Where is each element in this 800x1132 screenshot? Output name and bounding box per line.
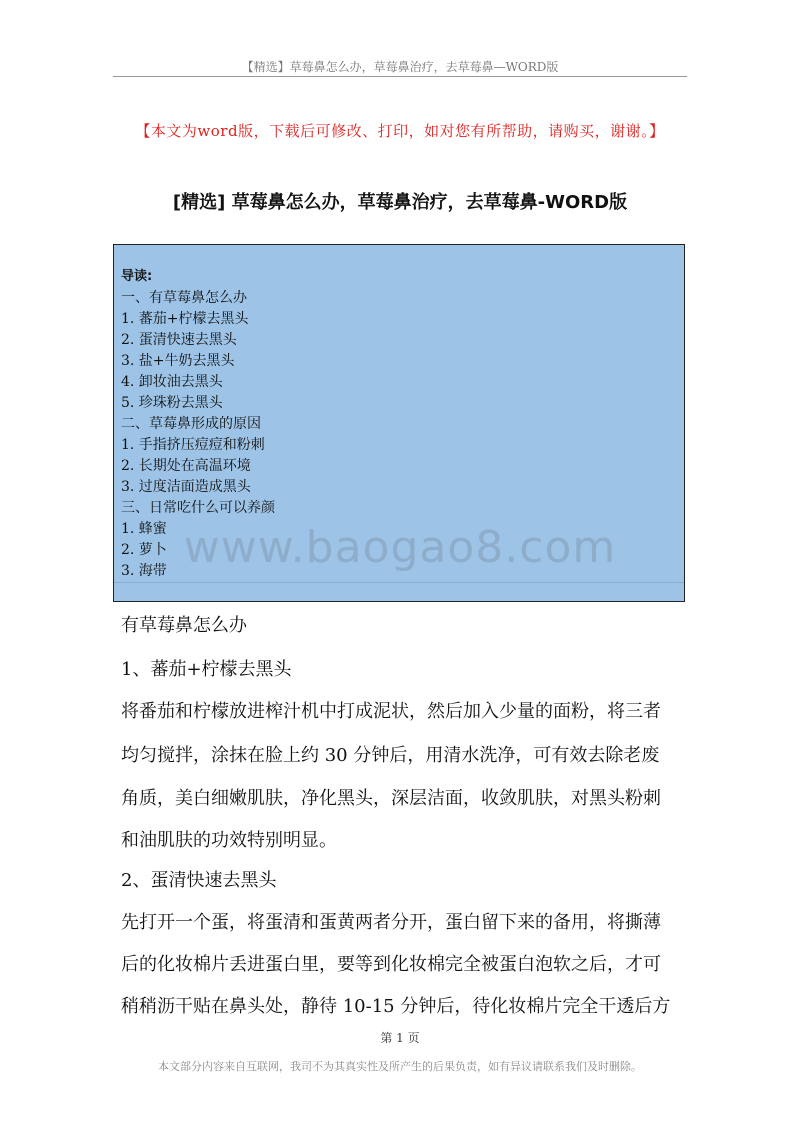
guide-line: 3. 盐+牛奶去黑头 (121, 353, 235, 369)
guide-divider (114, 582, 684, 583)
footer-disclaimer: 本文部分内容来自互联网，我司不为其真实性及所产生的后果负责，如有异议请联系我们及时删除。 (158, 1060, 642, 1073)
guide-line: 2. 长期处在高温环境 (121, 458, 251, 474)
guide-line: 一、有草莓鼻怎么办 (121, 290, 247, 306)
guide-line: 4. 卸妆油去黑头 (121, 374, 223, 390)
paragraph-line: 和油肌肤的功效特别明显。 (121, 830, 337, 851)
guide-line: 1. 蜂蜜 (121, 521, 167, 537)
section-heading: 有草莓鼻怎么办 (121, 615, 247, 636)
subsection-heading: 1、蕃茄+柠檬去黑头 (121, 659, 292, 680)
guide-line: 2. 蛋清快速去黑头 (121, 332, 237, 348)
guide-line: 三、日常吃什么可以养颜 (121, 500, 275, 516)
paragraph-line: 先打开一个蛋，将蛋清和蛋黄两者分开，蛋白留下来的备用，将撕薄 (121, 912, 661, 933)
watermark: www.baogao8.com (183, 522, 617, 573)
guide-line: 二、草莓鼻形成的原因 (121, 416, 261, 432)
paragraph-line: 角质，美白细嫩肌肤，净化黑头，深层洁面，收敛肌肤，对黑头粉刺 (121, 788, 661, 809)
paragraph-line: 将番茄和柠檬放进榨汁机中打成泥状，然后加入少量的面粉，将三者 (121, 701, 661, 722)
paragraph-line: 后的化妆棉片丢进蛋白里，要等到化妆棉完全被蛋白泡软之后，才可 (121, 954, 661, 975)
purchase-notice: 【本文为word版，下载后可修改、打印，如对您有所帮助，请购买，谢谢。】 (135, 122, 665, 140)
guide-line: 3. 海带 (121, 563, 167, 579)
guide-line: 5. 珍珠粉去黑头 (121, 395, 223, 411)
document-title: [精选] 草莓鼻怎么办，草莓鼻治疗，去草莓鼻-WORD版 (172, 192, 628, 213)
guide-line: 2. 萝卜 (121, 542, 167, 558)
guide-line: 1. 蕃茄+柠檬去黑头 (121, 311, 249, 327)
paragraph-line: 稍稍沥干贴在鼻头处，静待 10-15 分钟后，待化妆棉片完全干透后方 (121, 996, 671, 1017)
running-header: 【精选】草莓鼻怎么办，草莓鼻治疗，去草莓鼻—WORD版 (241, 60, 559, 74)
header-divider (113, 76, 687, 77)
subsection-heading: 2、蛋清快速去黑头 (121, 870, 277, 891)
paragraph-line: 均匀搅拌，涂抹在脸上约 30 分钟后，用清水洗净，可有效去除老废 (121, 745, 660, 766)
guide-heading: 导读: (121, 269, 153, 284)
guide-line: 1. 手指挤压痘痘和粉刺 (121, 437, 265, 453)
guide-line: 3. 过度洁面造成黑头 (121, 479, 251, 495)
page-number: 第 1 页 (380, 1031, 420, 1045)
